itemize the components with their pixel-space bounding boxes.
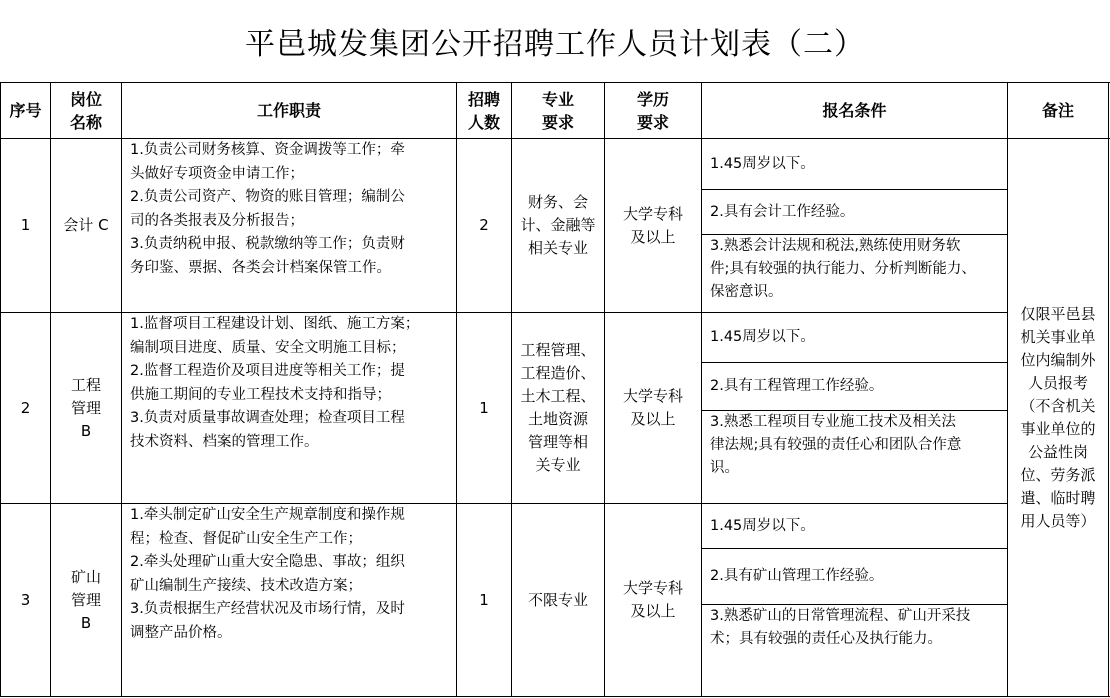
remarks-cell: 仅限平邑县 机关事业单 位内编制外 人员报考 （不含机关 事业单位的 公益性岗 位、劳务派 遣、临时聘 用人员等） xyxy=(1020,304,1096,530)
row3-duties: 1.牵头制定矿山安全生产规章制度和操作规 程；检查、督促矿山安全生产工作； 2.牵头处理矿山重大安全隐患、事故；组织 矿山编制生产接续、技术改造方案； 3.负责根据生产经营状况及市场行情，及时 调整产品价格。 xyxy=(130,507,405,641)
row2-condition-3: 3.熟悉工程项目专业施工技术及相关法 律法规;具有较强的责任心和团队合作意 识。 xyxy=(710,414,962,476)
row2-post: 工程 管理 B xyxy=(70,375,101,440)
grid-line xyxy=(0,696,1110,697)
row1-seq: 1 xyxy=(20,216,31,234)
row1-major: 财务、会 计、金融等 相关专业 xyxy=(520,193,596,257)
grid-line xyxy=(1108,82,1109,697)
row3-major: 不限专业 xyxy=(527,590,588,609)
row2-duties: 1.监督项目工程建设计划、图纸、施工方案； 编制项目进度、质量、安全文明施工目标； 2.监督工程造价及项目进度等相关工作；提 供施工期间的专业工程技术支持和指导； 3.负责对质量事故调查处理；检查项目工程 技术资料、档案的管理工作。 xyxy=(130,316,420,450)
header-post: 岗位 名称 xyxy=(69,89,102,132)
row3-condition-3: 3.熟悉矿山的日常管理流程、矿山开采技 术；具有较强的责任心及执行能力。 xyxy=(710,608,971,647)
header-conditions: 报名条件 xyxy=(822,101,887,120)
page-title: 平邑城发集团公开招聘工作人员计划表（二） xyxy=(245,27,865,62)
row2-seq: 2 xyxy=(20,398,31,417)
header-remarks: 备注 xyxy=(1041,101,1074,120)
row1-duties: 1.负责公司财务核算、资金调拨等工作；牵 头做好专项资金申请工作； 2.负责公司资产、物资的账目管理；编制公 司的各类报表及分析报告； 3.负责纳税申报、税款缴纳等工作；负责财 务印鉴、票据、各类会计档案保管工作。 xyxy=(130,142,405,276)
header-seq: 序号 xyxy=(9,101,42,120)
row2-major: 工程管理、 工程造价、 土木工程、 土地资源 管理等相 关专业 xyxy=(520,341,596,474)
header-count: 招聘 人数 xyxy=(467,89,500,132)
row1-education: 大学专科 及以上 xyxy=(622,204,683,246)
row3-count: 1 xyxy=(479,590,489,609)
row1-condition-2: 2.具有会计工作经验。 xyxy=(710,203,855,220)
header-duties: 工作职责 xyxy=(256,101,321,120)
row1-condition-3: 3.熟悉会计法规和税法,熟练使用财务软 件;具有较强的执行能力、分析判断能力、 保密意识。 xyxy=(710,238,976,300)
row2-condition-1: 1.45周岁以下。 xyxy=(710,329,815,345)
row1-post: 会计 C xyxy=(63,216,109,234)
row1-count: 2 xyxy=(479,216,489,234)
row2-count: 1 xyxy=(479,398,489,417)
row1-condition-1: 1.45周岁以下。 xyxy=(710,155,815,172)
row3-seq: 3 xyxy=(20,590,31,609)
row2-condition-2: 2.具有工程管理工作经验。 xyxy=(710,378,884,394)
row2-education: 大学专科 及以上 xyxy=(622,387,683,428)
row3-condition-1: 1.45周岁以下。 xyxy=(710,517,815,534)
row3-condition-2: 2.具有矿山管理工作经验。 xyxy=(710,568,884,584)
header-major: 专业 要求 xyxy=(541,89,574,132)
row3-post: 矿山 管理 B xyxy=(70,567,101,632)
row3-education: 大学专科 及以上 xyxy=(622,579,683,620)
header-education: 学历 要求 xyxy=(636,89,669,132)
